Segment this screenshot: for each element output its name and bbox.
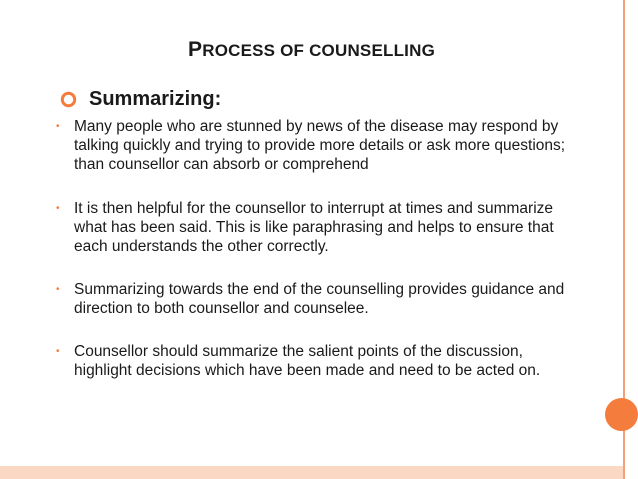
list-item [56,199,576,256]
decorative-orange-circle [605,398,638,431]
slide-title-rest: ROCESS OF COUNSELLING [202,41,435,60]
bullet-dot-icon: • [56,203,60,214]
section-heading-text: Summarizing: [89,88,222,110]
list-item-text: Many people who are stunned by news of the disease may respond by talking quickly and trying to provide more details or ask more questions; than counsellor can absorb or comprehend [74,118,566,173]
list-item-text: Summarizing towards the end of the counselling provides guidance and direction to both counsellor and counselee. [74,281,565,317]
slide-title [0,38,623,62]
list-item [56,280,576,318]
list-item [56,342,576,380]
decorative-bottom-bar [0,466,623,479]
bullet-dot-icon: • [56,284,60,295]
section-heading [60,88,221,111]
list-item [56,117,576,174]
list-item-text: It is then helpful for the counsellor to interrupt at times and summarize what has been said. This is like paraphrasing and helps to ensure that each understands the other correctly. [74,200,554,255]
circle-outline-bullet-icon [60,91,77,108]
list-item-text: Counsellor should summarize the salient points of the discussion, highlight decisions which have been made and need to be acted on. [74,343,541,379]
bullet-dot-icon: • [56,346,60,357]
slide-title-initial: P [188,38,203,61]
bullet-dot-icon: • [56,121,60,132]
bullet-list [56,117,576,380]
